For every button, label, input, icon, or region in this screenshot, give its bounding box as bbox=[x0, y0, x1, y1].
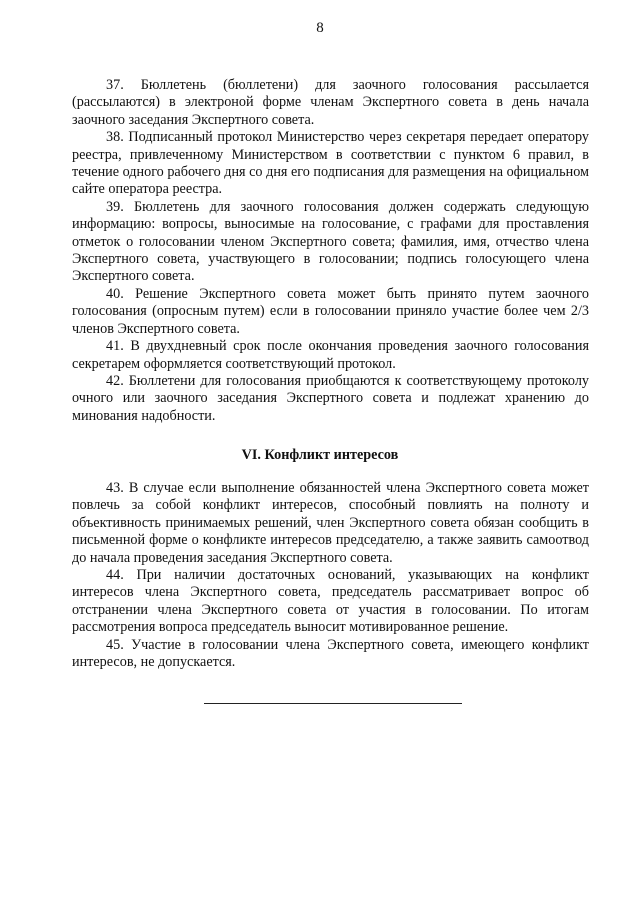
conflict-of-interest-paragraphs bbox=[72, 480, 589, 671]
paragraph-44: 44. При наличии достаточных оснований, указывающих на конфликт интересов члена Экспертного совета, председатель рассматривает вопрос об отстранении члена Экспертного совета от участия в голосовании. По итогам рассмотрения вопроса председатель выносит мотивированное решение. bbox=[72, 567, 589, 636]
paragraph-45: 45. Участие в голосовании члена Экспертного совета, имеющего конфликт интересов, не допускается. bbox=[72, 636, 589, 671]
paragraph-39: 39. Бюллетень для заочного голосования должен содержать следующую информацию: вопросы, выносимые на голосование, с графами для проставления отметок о голосовании членом Экспертного совета; фамилия, имя, отчество члена Экспертного совета, участвующего в голосовании; подпись голосующего члена Экспертного совета. bbox=[72, 198, 589, 285]
paragraph-43: 43. В случае если выполнение обязанностей члена Экспертного совета может повлечь за собой конфликт интересов, способный повлиять на полноту и объективность принимаемых решений, член Экспертного совета обязан сообщить в письменной форме о конфликте интересов председателю, а также заявить самоотвод до начала проведения заседания Экспертного совета. bbox=[72, 480, 589, 566]
end-of-text-line bbox=[204, 703, 462, 704]
paragraph-38: 38. Подписанный протокол Министерство через секретаря передает оператору реестра, привлеченному Министерством в соответствии с пунктом 6 правил, в течение одного рабочего дня со дня его подписания для размещения на официальном сайте оператора реестра. bbox=[72, 129, 589, 198]
voting-procedure-paragraphs bbox=[72, 77, 589, 425]
page-number: 8 bbox=[316, 20, 324, 36]
section-title: VI. Конфликт интересов bbox=[241, 447, 399, 463]
paragraph-40: 40. Решение Экспертного совета может быть принято путем заочного голосования (опросным путем) если в голосовании приняло участие более чем 2/3 членов Экспертного совета. bbox=[72, 285, 589, 337]
paragraph-37: 37. Бюллетень (бюллетени) для заочного голосования рассылается (рассылаются) в электроной форме членам Экспертного совета в день начала заочного заседания Экспертного совета. bbox=[72, 77, 589, 128]
paragraph-42: 42. Бюллетени для голосования приобщаются к соответствующему протоколу очного или заочного заседания Экспертного совета и подлежат хранению до минования надобности. bbox=[72, 372, 589, 424]
paragraph-41: 41. В двухдневный срок после окончания проведения заочного голосования секретарем оформляется соответствующий протокол. bbox=[72, 338, 589, 372]
